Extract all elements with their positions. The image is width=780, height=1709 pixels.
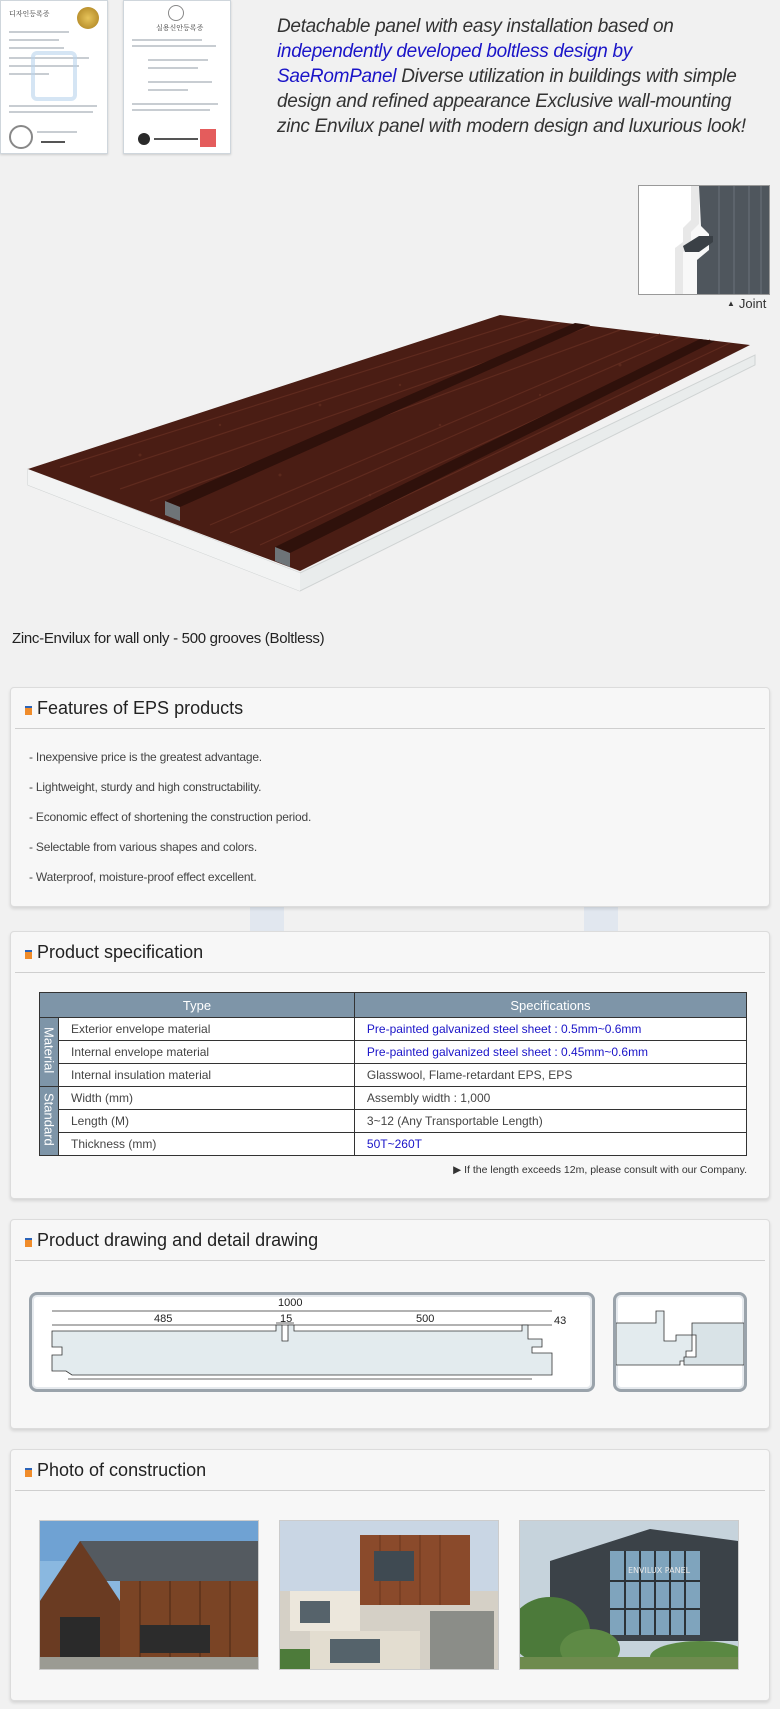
row-type: Length (M) xyxy=(59,1110,355,1133)
emblem-icon xyxy=(168,5,184,21)
row-spec: Glasswool, Flame-retardant EPS, EPS xyxy=(354,1064,746,1087)
red-stamp-icon xyxy=(200,129,216,147)
dim-right: 500 xyxy=(416,1313,435,1325)
dim-mid: 15 xyxy=(280,1313,293,1325)
row-spec: Pre-painted galvanized steel sheet : 0.45mm~0.6mm xyxy=(354,1041,746,1064)
row-type: Width (mm) xyxy=(59,1087,355,1110)
joint-label-text: Joint xyxy=(738,296,767,311)
photos-title: Photo of construction xyxy=(37,1460,207,1480)
table-row xyxy=(40,1110,747,1133)
length-note: ▶ If the length exceeds 12m, please consult with our Company. xyxy=(453,1164,747,1176)
building-sign: ENVILUX PANEL xyxy=(628,1566,691,1575)
certificate-title: 디자인등록증 xyxy=(9,10,50,18)
feature-item: - Waterproof, moisture-proof effect excellent. xyxy=(29,870,257,884)
feature-item: - Lightweight, sturdy and high constructability. xyxy=(29,780,262,794)
table-row xyxy=(40,1064,747,1087)
dim-left: 485 xyxy=(154,1313,173,1325)
detail-drawing xyxy=(613,1292,747,1392)
intro-highlight: independently developed boltless design by SaeRomPanel xyxy=(277,41,633,87)
row-type: Internal envelope material xyxy=(59,1041,355,1064)
section-divider xyxy=(15,728,765,729)
construction-photo-2 xyxy=(279,1520,499,1670)
row-spec: Pre-painted galvanized steel sheet : 0.5mm~0.6mm xyxy=(354,1018,746,1041)
gold-seal-icon xyxy=(77,7,99,29)
table-row xyxy=(40,1018,747,1041)
product-caption: Zinc-Envilux for wall only - 500 grooves (Boltless) xyxy=(12,630,325,647)
certificate-title: 실용신안등록증 xyxy=(156,24,204,32)
section-bullet-icon xyxy=(25,706,32,715)
group-material xyxy=(40,1018,59,1087)
feature-item: - Selectable from various shapes and colors. xyxy=(29,840,257,854)
table-row xyxy=(40,1041,747,1064)
intro-part-1: Detachable panel with easy installation based on xyxy=(277,16,674,37)
triangle-up-icon: ▲ xyxy=(727,299,735,308)
row-type: Thickness (mm) xyxy=(59,1133,355,1156)
row-spec: 3~12 (Any Transportable Length) xyxy=(354,1110,746,1133)
logo-icon xyxy=(138,133,150,145)
joint-detail-drawing xyxy=(616,1295,744,1389)
construction-photo-1 xyxy=(39,1520,259,1670)
row-type: Exterior envelope material xyxy=(59,1018,355,1041)
spec-title: Product specification xyxy=(37,942,204,962)
header-specifications: Specifications xyxy=(354,993,746,1018)
row-type: Internal insulation material xyxy=(59,1064,355,1087)
joint-detail-image xyxy=(638,185,770,295)
design-registration-certificate xyxy=(0,0,108,154)
row-spec: 50T~260T xyxy=(354,1133,746,1156)
zinc-envilux-panel-image xyxy=(20,305,760,595)
table-row xyxy=(40,1087,747,1110)
row-spec: Assembly width : 1,000 xyxy=(354,1087,746,1110)
group-standard xyxy=(40,1087,59,1156)
product-drawing xyxy=(29,1292,595,1392)
features-panel xyxy=(10,687,770,907)
panel-profile-drawing xyxy=(32,1295,592,1389)
table-row xyxy=(40,1133,747,1156)
dim-end: 43 xyxy=(554,1315,567,1327)
specification-panel xyxy=(10,931,770,1199)
feature-item: - Inexpensive price is the greatest advantage. xyxy=(29,750,262,764)
features-title: Features of EPS products xyxy=(37,698,244,718)
intro-text xyxy=(277,14,747,139)
section-divider xyxy=(15,1490,765,1491)
emblem-icon xyxy=(9,125,33,149)
intro-part-2: Diverse utilization in buildings with simple design and refined appearance Exclusive wall-mounting zinc Envilux panel with modern design and luxurious look! xyxy=(277,66,746,137)
logo-watermark-icon xyxy=(31,51,77,101)
utility-model-certificate xyxy=(123,0,231,154)
group-standard-label: Standard xyxy=(41,1093,57,1146)
section-bullet-icon xyxy=(25,1468,32,1477)
construction-photo-3 xyxy=(519,1520,739,1670)
section-divider xyxy=(15,972,765,973)
specification-table xyxy=(39,992,747,1156)
header-type: Type xyxy=(40,993,355,1018)
group-material-label: Material xyxy=(41,1027,57,1074)
drawing-title: Product drawing and detail drawing xyxy=(37,1230,319,1250)
feature-item: - Economic effect of shortening the construction period. xyxy=(29,810,312,824)
table-header-row xyxy=(40,993,747,1018)
section-divider xyxy=(15,1260,765,1261)
section-bullet-icon xyxy=(25,1238,32,1247)
section-bullet-icon xyxy=(25,950,32,959)
dim-total: 1000 xyxy=(278,1297,303,1309)
drawing-panel xyxy=(10,1219,770,1429)
